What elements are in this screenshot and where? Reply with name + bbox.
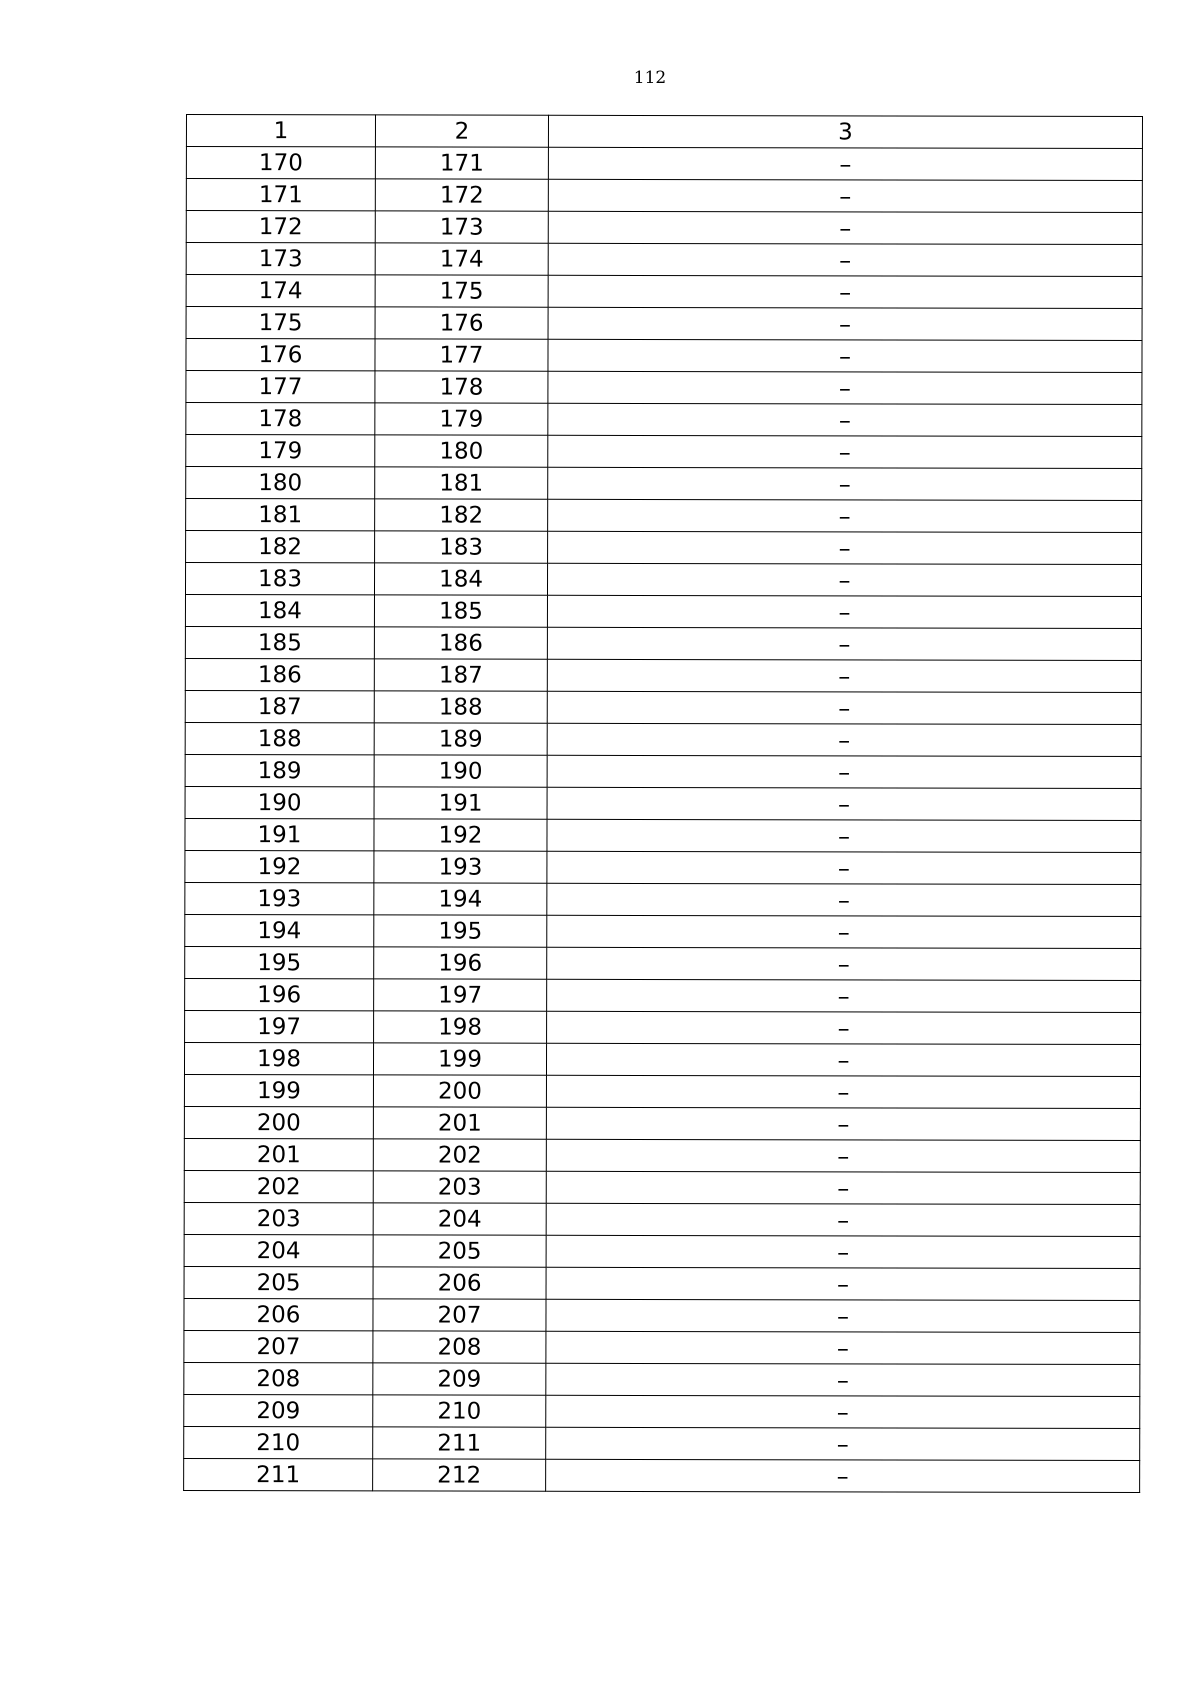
table-cell-col-3: – (547, 627, 1141, 660)
table-cell-col-3: – (547, 595, 1141, 628)
table-cell-col-3: – (547, 915, 1141, 948)
table-cell-col-3: – (548, 275, 1142, 308)
table-cell-col-2: 180 (375, 435, 548, 467)
table-cell-col-2: 188 (374, 691, 547, 723)
table-cell-col-1: 184 (185, 595, 374, 627)
table-cell-col-2: 207 (373, 1299, 546, 1331)
table-cell-col-2: 203 (373, 1171, 546, 1203)
table-header-row (186, 115, 1142, 149)
table-cell-col-2: 175 (375, 275, 548, 307)
table-row (186, 147, 1142, 181)
table-cell-col-3: – (547, 947, 1141, 980)
table-cell-col-1: 180 (186, 467, 375, 499)
table-cell-col-1: 207 (184, 1330, 373, 1362)
table-cell-col-2: 177 (375, 339, 548, 371)
table-cell-col-3: – (548, 307, 1142, 340)
table-cell-col-3: – (546, 1427, 1140, 1460)
table-row (184, 1234, 1140, 1268)
table-cell-col-3: – (548, 371, 1142, 404)
table-cell-col-1: 211 (184, 1458, 373, 1490)
table-cell-col-2: 181 (375, 467, 548, 499)
table-cell-col-2: 210 (373, 1395, 546, 1427)
table-cell-col-3: – (547, 723, 1141, 756)
table-cell-col-2: 173 (375, 211, 548, 243)
table-cell-col-1: 173 (186, 243, 375, 275)
table-cell-col-3: – (546, 1331, 1140, 1364)
table-cell-col-3: – (547, 787, 1141, 820)
table-cell-col-2: 195 (374, 915, 547, 947)
data-table (183, 114, 1143, 1493)
table-cell-col-3: – (548, 211, 1142, 244)
table-cell-col-2: 172 (375, 179, 548, 211)
table-cell-col-3: – (548, 243, 1142, 276)
table-row (185, 786, 1141, 820)
table-cell-col-3: – (547, 851, 1141, 884)
table-cell-col-3: – (548, 531, 1142, 564)
table-row (186, 179, 1142, 213)
table-cell-col-2: 190 (374, 755, 547, 787)
table-cell-col-1: 187 (185, 690, 374, 722)
table-row (186, 403, 1142, 437)
table-cell-col-2: 200 (373, 1075, 546, 1107)
table-row (184, 1074, 1140, 1108)
table-row (185, 595, 1141, 629)
table-cell-col-1: 196 (185, 978, 374, 1010)
table-row (184, 1266, 1140, 1300)
column-header-2: 2 (375, 115, 548, 147)
table-cell-col-2: 198 (374, 1011, 547, 1043)
table-cell-col-1: 174 (186, 275, 375, 307)
table-cell-col-3: – (547, 979, 1141, 1012)
table-cell-col-2: 193 (374, 851, 547, 883)
table-row (184, 1458, 1140, 1492)
table-cell-col-1: 200 (184, 1106, 373, 1138)
table-cell-col-3: – (547, 691, 1141, 724)
table-cell-col-1: 190 (185, 786, 374, 818)
table-cell-col-1: 186 (185, 658, 374, 690)
table-row (184, 1394, 1140, 1428)
table-cell-col-1: 195 (185, 946, 374, 978)
table-cell-col-3: – (547, 1011, 1141, 1044)
table-row (185, 978, 1141, 1012)
table-cell-col-3: – (546, 1363, 1140, 1396)
table-cell-col-2: 204 (373, 1203, 546, 1235)
table-row (185, 914, 1141, 948)
table-cell-col-3: – (546, 1043, 1140, 1076)
table-cell-col-3: – (548, 179, 1142, 212)
table-cell-col-1: 172 (186, 211, 375, 243)
table-cell-col-1: 203 (184, 1202, 373, 1234)
table-cell-col-2: 209 (373, 1363, 546, 1395)
table-cell-col-3: – (548, 499, 1142, 532)
table-cell-col-2: 211 (373, 1427, 546, 1459)
table-row (186, 211, 1142, 245)
table-cell-col-1: 175 (186, 307, 375, 339)
table-cell-col-1: 206 (184, 1298, 373, 1330)
table-cell-col-2: 184 (374, 563, 547, 595)
table-cell-col-1: 193 (185, 882, 374, 914)
table-row (184, 1426, 1140, 1460)
table-cell-col-2: 208 (373, 1331, 546, 1363)
table-cell-col-3: – (546, 1075, 1140, 1108)
table-cell-col-3: – (547, 563, 1141, 596)
table-cell-col-2: 182 (375, 499, 548, 531)
table-cell-col-3: – (548, 467, 1142, 500)
table-cell-col-2: 201 (373, 1107, 546, 1139)
table-cell-col-1: 170 (186, 147, 375, 179)
table-cell-col-3: – (546, 1203, 1140, 1236)
table-cell-col-1: 191 (185, 818, 374, 850)
table-row (186, 435, 1142, 469)
table-cell-col-1: 176 (186, 339, 375, 371)
table-cell-col-1: 197 (185, 1010, 374, 1042)
table-cell-col-3: – (546, 1395, 1140, 1428)
table-row (184, 1138, 1140, 1172)
table-cell-col-2: 192 (374, 819, 547, 851)
table-cell-col-3: – (547, 883, 1141, 916)
table-row (185, 690, 1141, 724)
table-cell-col-3: – (547, 659, 1141, 692)
table-cell-col-1: 205 (184, 1266, 373, 1298)
table-cell-col-3: – (546, 1235, 1140, 1268)
table-cell-col-1: 194 (185, 914, 374, 946)
column-header-1: 1 (186, 115, 375, 147)
table-cell-col-2: 171 (375, 147, 548, 179)
table-cell-col-3: – (547, 819, 1141, 852)
table-cell-col-2: 186 (374, 627, 547, 659)
table-row (184, 1106, 1140, 1140)
table-cell-col-1: 182 (186, 531, 375, 563)
table-cell-col-1: 185 (185, 626, 374, 658)
table-cell-col-2: 205 (373, 1235, 546, 1267)
table-cell-col-2: 202 (373, 1139, 546, 1171)
table-row (186, 339, 1142, 373)
table-cell-col-1: 171 (186, 179, 375, 211)
table-cell-col-2: 197 (374, 979, 547, 1011)
table-cell-col-2: 199 (373, 1043, 546, 1075)
table-cell-col-1: 199 (184, 1074, 373, 1106)
table-cell-col-1: 204 (184, 1234, 373, 1266)
table-row (185, 1010, 1141, 1044)
table-cell-col-3: – (548, 147, 1142, 180)
data-table-container (186, 114, 1142, 1491)
table-row (186, 275, 1142, 309)
table-cell-col-2: 196 (374, 947, 547, 979)
table-cell-col-3: – (546, 1171, 1140, 1204)
table-cell-col-1: 188 (185, 722, 374, 754)
table-cell-col-2: 191 (374, 787, 547, 819)
table-row (185, 722, 1141, 756)
table-cell-col-3: – (546, 1139, 1140, 1172)
table-cell-col-2: 206 (373, 1267, 546, 1299)
table-cell-col-3: – (546, 1107, 1140, 1140)
table-cell-col-3: – (548, 403, 1142, 436)
table-cell-col-1: 183 (185, 563, 374, 595)
table-row (184, 1042, 1140, 1076)
table-row (185, 658, 1141, 692)
table-cell-col-1: 179 (186, 435, 375, 467)
table-cell-col-2: 174 (375, 243, 548, 275)
table-cell-col-3: – (546, 1459, 1140, 1492)
table-row (186, 243, 1142, 277)
table-row (186, 467, 1142, 501)
table-cell-col-2: 176 (375, 307, 548, 339)
table-cell-col-1: 189 (185, 754, 374, 786)
table-cell-col-3: – (548, 339, 1142, 372)
page-number: 112 (633, 68, 667, 88)
table-cell-col-1: 192 (185, 850, 374, 882)
table-row (184, 1202, 1140, 1236)
column-header-3: 3 (548, 115, 1142, 148)
table-row (185, 946, 1141, 980)
table-cell-col-1: 210 (184, 1426, 373, 1458)
table-cell-col-2: 187 (374, 659, 547, 691)
table-cell-col-1: 202 (184, 1170, 373, 1202)
table-cell-col-3: – (548, 435, 1142, 468)
table-cell-col-2: 178 (375, 371, 548, 403)
table-row (185, 754, 1141, 788)
table-row (184, 1362, 1140, 1396)
table-row (186, 531, 1142, 565)
table-cell-col-1: 181 (186, 499, 375, 531)
table-row (185, 626, 1141, 660)
table-cell-col-1: 178 (186, 403, 375, 435)
table-row (185, 882, 1141, 916)
table-row (185, 850, 1141, 884)
table-row (184, 1170, 1140, 1204)
table-cell-col-2: 194 (374, 883, 547, 915)
table-body (184, 115, 1143, 1493)
table-cell-col-3: – (546, 1299, 1140, 1332)
table-cell-col-3: – (546, 1267, 1140, 1300)
table-row (185, 563, 1141, 597)
table-cell-col-2: 179 (375, 403, 548, 435)
table-row (186, 499, 1142, 533)
table-cell-col-2: 183 (375, 531, 548, 563)
table-row (186, 307, 1142, 341)
table-row (186, 371, 1142, 405)
table-row (184, 1298, 1140, 1332)
table-cell-col-1: 177 (186, 371, 375, 403)
table-cell-col-1: 201 (184, 1138, 373, 1170)
table-cell-col-3: – (547, 755, 1141, 788)
table-cell-col-1: 209 (184, 1394, 373, 1426)
table-row (185, 818, 1141, 852)
table-cell-col-2: 185 (374, 595, 547, 627)
table-cell-col-1: 198 (184, 1042, 373, 1074)
table-cell-col-1: 208 (184, 1362, 373, 1394)
table-cell-col-2: 212 (373, 1459, 546, 1491)
table-cell-col-2: 189 (374, 723, 547, 755)
table-row (184, 1330, 1140, 1364)
